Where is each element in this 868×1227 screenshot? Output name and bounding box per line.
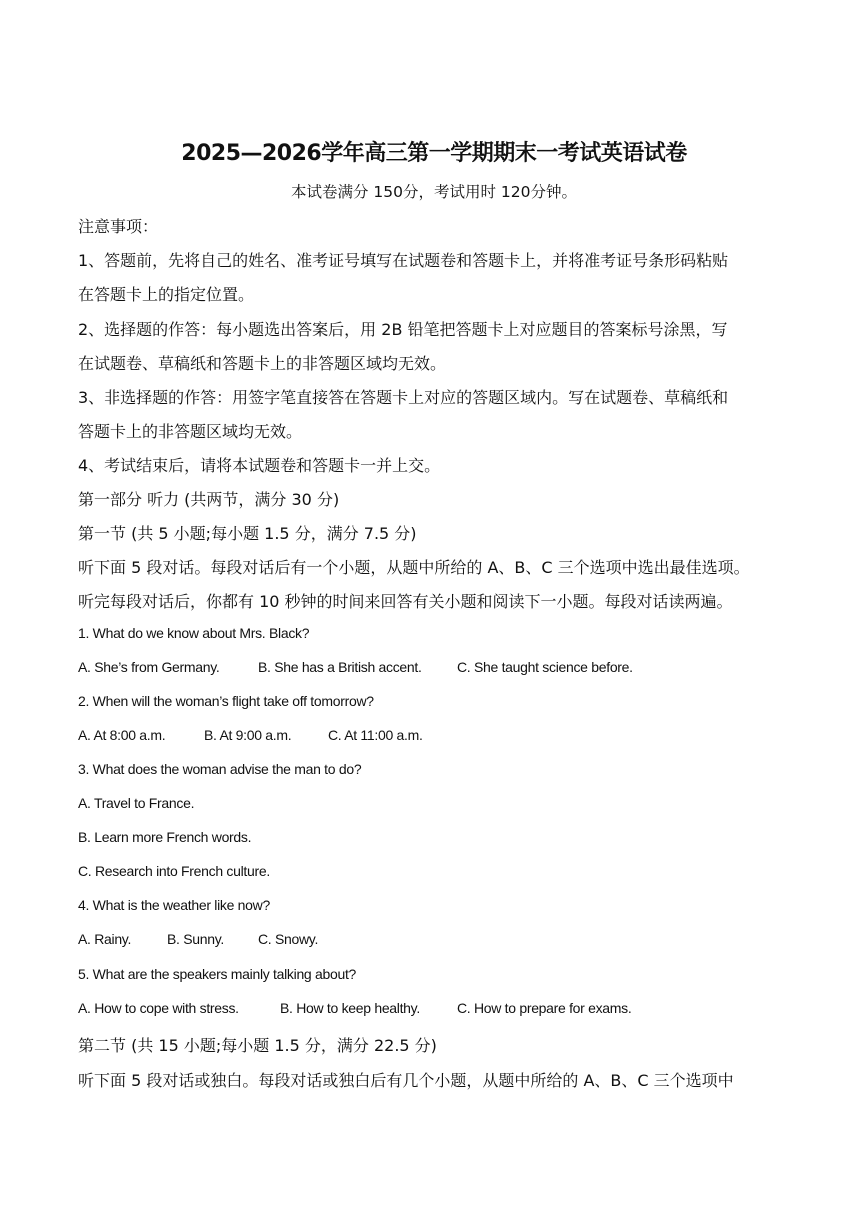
question-2-options: [78, 727, 423, 743]
question-5-option-b: B. How to keep healthy.: [280, 1000, 420, 1016]
question-2-option-b: B. At 9:00 a.m.: [204, 727, 292, 743]
note-3-line-2: 答题卡上的非答题区域均无效。: [78, 422, 303, 441]
question-3: 3. What does the woman advise the man to do?: [78, 761, 362, 777]
question-1: 1. What do we know about Mrs. Black?: [78, 625, 310, 641]
question-5: 5. What are the speakers mainly talking about?: [78, 966, 357, 982]
question-4-options: [78, 931, 318, 947]
question-1-options: [78, 659, 633, 675]
exam-subtitle: 本试卷满分 150分，考试用时 120分钟。: [290, 183, 578, 201]
section1-instruction-line-1: 听下面 5 段对话。每段对话后有一个小题，从题中所给的 A、B、C 三个选项中选出最佳选项。: [78, 558, 750, 577]
note-2-line-2: 在试题卷、草稿纸和答题卡上的非答题区域均无效。: [78, 354, 447, 373]
question-3-option-c: C. Research into French culture.: [78, 863, 270, 879]
notes-heading: 注意事项：: [78, 217, 159, 236]
section2-heading: 第二节 (共 15 小题;每小题 1.5 分，满分 22.5 分): [78, 1036, 437, 1055]
question-5-option-a: A. How to cope with stress.: [78, 1000, 239, 1016]
question-4-option-b: B. Sunny.: [167, 931, 224, 947]
question-2: 2. When will the woman’s flight take off tomorrow?: [78, 693, 374, 709]
question-4-option-c: C. Snowy.: [258, 931, 319, 947]
question-3-option-b: B. Learn more French words.: [78, 829, 252, 845]
note-1-line-2: 在答题卡上的指定位置。: [78, 285, 255, 304]
question-2-option-a: A. At 8:00 a.m.: [78, 727, 166, 743]
question-4-option-a: A. Rainy.: [78, 931, 132, 947]
question-1-option-c: C. She taught science before.: [457, 659, 633, 675]
question-5-option-c: C. How to prepare for exams.: [457, 1000, 632, 1016]
note-3-line-1: 3、非选择题的作答：用签字笔直接答在答题卡上对应的答题区域内。写在试题卷、草稿纸和: [78, 388, 729, 407]
question-3-option-a: A. Travel to France.: [78, 795, 195, 811]
section1-instruction-line-2: 听完每段对话后，你都有 10 秒钟的时间来回答有关小题和阅读下一小题。每段对话读两遍。: [78, 592, 733, 611]
note-4-line-1: 4、考试结束后，请将本试题卷和答题卡一并上交。: [78, 456, 441, 475]
question-2-option-c: C. At 11:00 a.m.: [328, 727, 423, 743]
question-5-options: [78, 1000, 631, 1016]
question-1-option-b: B. She has a British accent.: [258, 659, 422, 675]
note-2-line-1: 2、选择题的作答：每小题选出答案后，用 2B 铅笔把答题卡上对应题目的答案标号涂黑，写: [78, 320, 728, 339]
exam-title: 2025—2026学年高三第一学期期末一考试英语试卷: [181, 141, 687, 166]
note-1-line-1: 1、答题前，先将自己的姓名、准考证号填写在试题卷和答题卡上，并将准考证号条形码粘贴: [78, 251, 729, 270]
question-1-option-a: A. She’s from Germany.: [78, 659, 220, 675]
section1-heading: 第一节 (共 5 小题;每小题 1.5 分，满分 7.5 分): [78, 524, 417, 543]
part1-heading: 第一部分 听力 (共两节，满分 30 分): [78, 490, 340, 509]
question-4: 4. What is the weather like now?: [78, 897, 270, 913]
section2-instruction-line-1: 听下面 5 段对话或独白。每段对话或独白后有几个小题，从题中所给的 A、B、C 三个选项中: [78, 1071, 734, 1090]
